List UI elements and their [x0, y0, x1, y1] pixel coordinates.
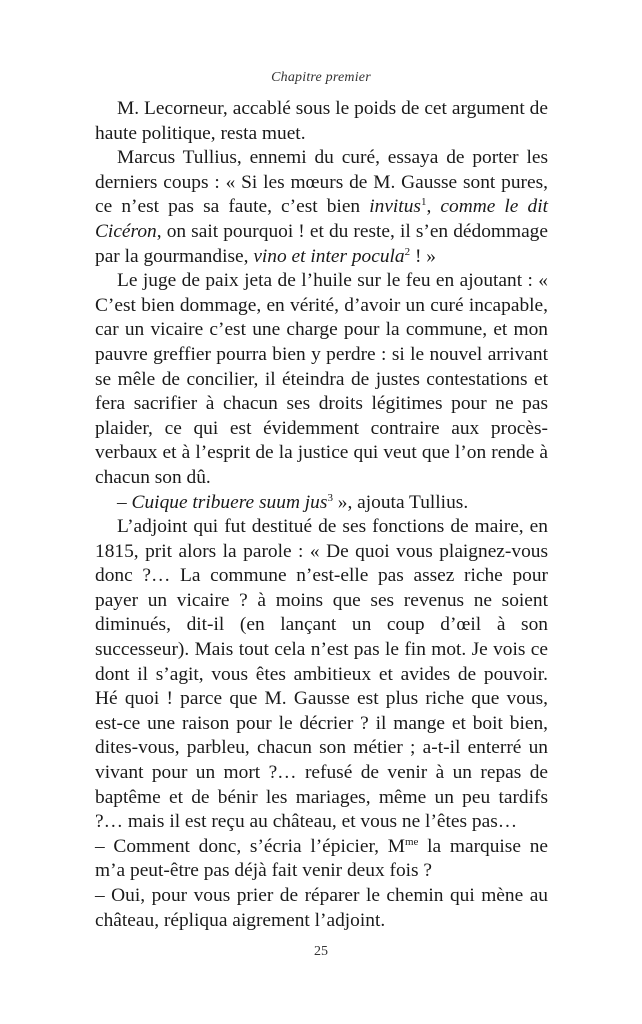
text-run: – Oui, pour vous prier de réparer le chemin qui mène au château, répliqua aigrement l’adjoint. — [95, 885, 548, 931]
italic-phrase: vino et inter pocula — [253, 245, 405, 267]
paragraph-p6 — [95, 835, 548, 884]
footnote-marker: me — [404, 835, 419, 848]
text-run: Le juge de paix jeta de l’huile sur le feu en ajoutant : « C’est bien dommage, en vérité, d’avoir un curé incapable, car un vicaire c’est une charge pour la commune, et mon pauvre greffier pourra bien y perdre : si le nouvel arrivant se mêle de concilier, il éteindra de justes contestations et fera sacrifier à chacun ses droits légitimes pour ne pas plaider, ce qui est évidemment contraire aux procès-verbaux et à l’esprit de la justice qui veut que l’on rende à chacun son dû. — [95, 270, 548, 488]
italic-phrase: invitus — [369, 196, 421, 218]
paragraph-p2 — [95, 146, 548, 269]
text-run: – — [117, 491, 132, 513]
text-run: – Comment donc, s’écria l’épicier, M — [95, 835, 405, 857]
text-run: , — [426, 196, 441, 218]
text-run: L’adjoint qui fut destitué de ses fonctions de maire, en 1815, prit alors la parole : « De quoi vous plaignez-vous donc ?… La commune n’est-elle pas assez riche pour payer un vicaire ? à moins que ses revenus ne soient diminués, dit-il (en lançant un coup d’œil à son successeur). Mais tout cela n’est pas le fin mot. Je vois ce dont il s’agit, vous êtes ambitieux et avides de pouvoir. Hé quoi ! parce que M. Gausse est plus riche que vous, est-ce une raison pour le décrier ? il mange et boit bien, dites-vous, parbleu, chacun son métier ; a-t-il enterré un vivant pour un mort ?… refusé de venir à un repas de baptême et de bénir les mariages, même un peu tardifs ?… mais il est reçu au château, et vous ne l’êtes pas… — [95, 516, 548, 833]
footnote-marker: 2 — [404, 245, 411, 258]
footnote-marker: 3 — [327, 491, 333, 504]
page-number: 25 — [314, 944, 328, 959]
italic-phrase: comme le dit Cicéron — [95, 196, 548, 242]
text-run: ! » — [410, 245, 436, 267]
italic-phrase: Cuique tribuere suum jus — [131, 491, 328, 513]
paragraph-p3 — [95, 269, 548, 490]
running-head: Chapitre premier — [271, 70, 371, 85]
text-run: Marcus Tullius, ennemi du curé, essaya de porter les derniers coups : « Si les mœurs de M. Gausse sont pures, ce n’est pas sa faute, c’est bien — [95, 147, 548, 218]
text-run: », ajouta Tullius. — [332, 491, 469, 513]
paragraph-p1 — [95, 97, 548, 146]
text-run: la marquise ne m’a peut-être pas déjà fait venir deux fois ? — [95, 835, 548, 882]
text-run: , on sait pourquoi ! et du reste, il s’en dédommage par la gourmandise, — [95, 220, 548, 267]
paragraph-p4 — [95, 491, 548, 516]
body-text — [95, 97, 548, 933]
text-run: M. Lecorneur, accablé sous le poids de cet argument de haute politique, resta muet. — [95, 98, 548, 144]
paragraph-p7 — [95, 884, 548, 933]
paragraph-p5 — [95, 515, 548, 835]
footnote-marker: 1 — [420, 196, 427, 209]
